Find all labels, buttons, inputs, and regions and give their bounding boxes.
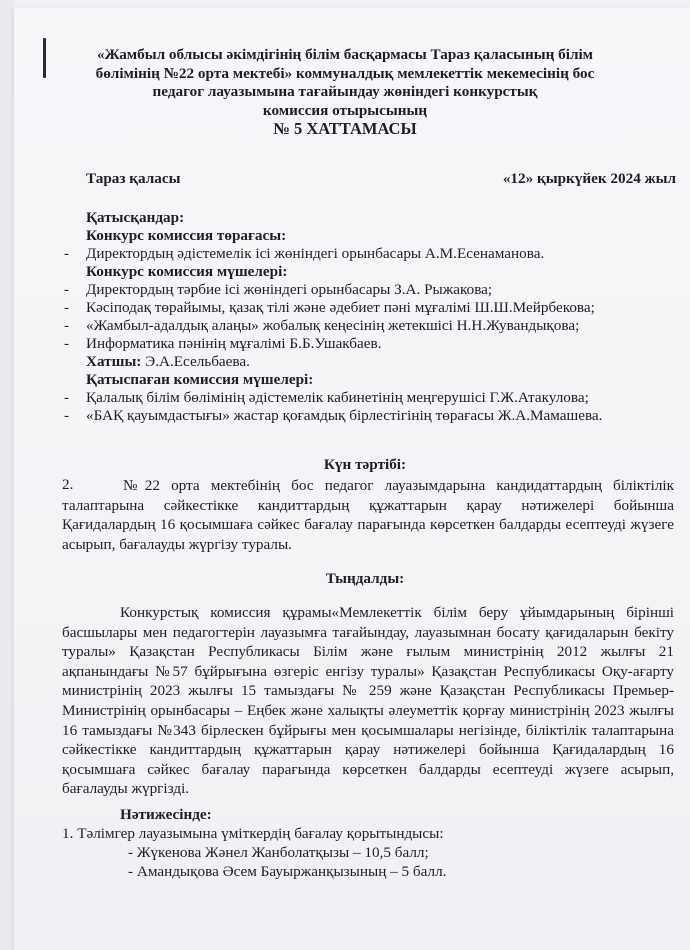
bullet: -: [64, 335, 70, 352]
title-line: бөлімінің №22 орта мектебі» коммуналдық мемлекеттік мекемесінің бос: [95, 64, 595, 82]
scan-edge: [0, 0, 14, 950]
agenda-heading: Күн тәртібі:: [323, 456, 407, 473]
date: «12» қыркүйек 2024 жыл: [502, 170, 676, 187]
member-item: Информатика пәнінің мұғалімі Б.Б.Ушакбаев.: [86, 335, 382, 352]
bullet: -: [64, 317, 70, 334]
results-item: 1. Тәлімгер лауазымына үміткердің бағалау қорытындысы:: [62, 825, 444, 842]
heard-heading: Тыңдалды:: [325, 570, 405, 587]
chair: Директордың әдістемелік ісі жөніндегі орынбасары А.М.Есенаманова.: [86, 245, 545, 262]
absent-heading: Қатыспаған комиссия мүшелері:: [86, 371, 314, 388]
margin-mark: [43, 38, 46, 78]
absent-item: «БАҚ қауымдастығы» жастар қоғамдық бірлестігінің төрағасы Ж.А.Мамашева.: [86, 407, 603, 424]
city: Тараз қаласы: [86, 170, 181, 187]
protocol-number: № 5 ХАТТАМАСЫ: [273, 119, 417, 138]
attendees-heading: Қатысқандар:: [86, 209, 185, 226]
agenda-item-number: 2.: [62, 476, 74, 493]
secretary-name: Э.А.Есельбаева.: [145, 353, 250, 370]
secretary-label: Хатшы:: [86, 353, 142, 370]
bullet: -: [64, 389, 70, 406]
member-item: Кәсіподақ төрайымы, қазақ тілі және әдебиет пәні мұғалімі Ш.Ш.Мейрбекова;: [86, 299, 595, 316]
agenda-item-text: №22 орта мектебінің бос педагог лауазымдарына кандидаттардың біліктілік талаптарына сәйкестікке кандиттардың құжаттарын қарау нәтижелері бойынша Қағидалардың 16 қосымшаға сәйкес бағалау парағында көрсеткен балдарды есептеуді жүзеге асырып, бағалауды жүргізу туралы.: [62, 477, 674, 553]
member-item: «Жамбыл-адалдық алаңы» жобалық кеңесінің жетекшісі Н.Н.Жувандықова;: [86, 317, 580, 334]
bullet: -: [64, 407, 70, 424]
document-title: [80, 46, 610, 139]
results-heading: Нәтижесінде:: [120, 806, 212, 823]
candidate-score: - Жүкенова Жәнел Жанболатқызы – 10,5 балл;: [128, 844, 429, 861]
absent-item: Қалалық білім бөлімінің әдістемелік кабинетінің меңгерушісі Г.Ж.Атакулова;: [86, 389, 589, 406]
chair-heading: Конкурс комиссия төрағасы:: [86, 227, 287, 244]
title-line: педагог лауазымына тағайындау жөніндегі конкурстық: [152, 83, 538, 100]
bullet: -: [64, 281, 70, 298]
members-heading: Конкурс комиссия мүшелері:: [86, 263, 288, 280]
title-line: комиссия отырысының: [262, 101, 428, 119]
heard-text: Конкурстық комиссия құрамы«Мемлекеттік білім беру ұйымдарының бірінші басшылары мен педагогтерін лауазымға тағайындау, лауазымнан босату қағидаларын бекіту туралы» Қазақстан Республикасы Білім және ғылым министрінің 2012 жылғы 21 ақпанындағы №57 бұйрығына өзгеріс енгізу туралы» Қазақстан Республикасы Оқу-ағарту министрінің 2023 жылғы 15 тамыздағы № 259 және Қазақстан Республикасы Премьер-Министрінің орынбасары – Еңбек және халықты әлеуметтік қорғау министрінің 2023 жылғы 16 тамыздағы №343 бірлескен бұйрығы мен қосымшалары негізінде, біліктілік талаптарына сәйкестікке кандиттардың құжаттарын қарау нәтижелері бойынша Қағидалардың 16 қосымшаға сәйкес бағалау парағында көрсеткен балдарды есептеуді жүзеге асырып, бағалауды жүргізді.: [62, 604, 674, 798]
member-item: Директордың тәрбие ісі жөніндегі орынбасары З.А. Рыжакова;: [86, 281, 493, 298]
secretary: [86, 353, 250, 372]
candidate-score: - Амандықова Әсем Бауыржанқызының – 5 балл.: [128, 863, 447, 880]
title-line: «Жамбыл облысы әкімдігінің білім басқармасы Тараз қаласының білім: [96, 46, 594, 63]
bullet: -: [64, 245, 70, 262]
bullet: -: [64, 299, 70, 316]
